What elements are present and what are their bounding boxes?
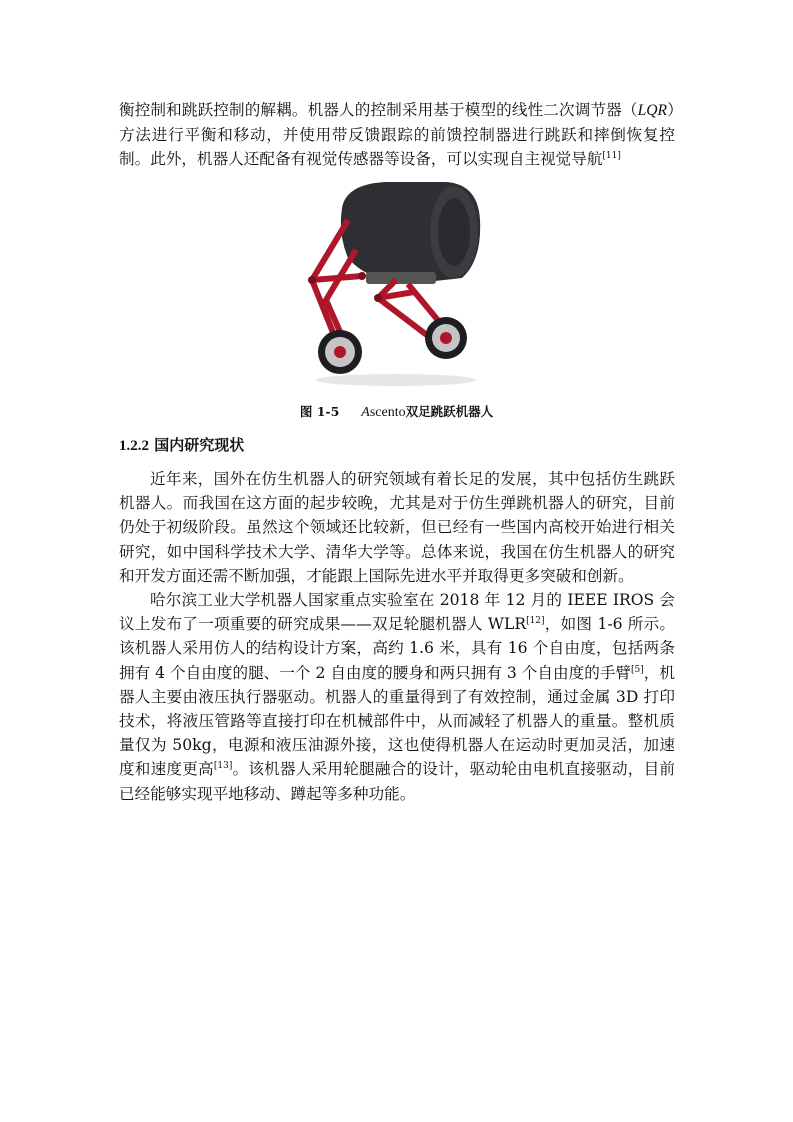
section-number: 1.2.2 xyxy=(119,438,149,454)
figure-name-cn: 双足跳跃机器人 xyxy=(405,404,494,419)
citation: [12] xyxy=(526,616,545,627)
right-wheel xyxy=(425,317,467,359)
robot-figure xyxy=(296,180,496,395)
term-lqr: LQR xyxy=(637,102,668,119)
paragraph-wlr xyxy=(119,588,675,806)
figure-name-italic: A xyxy=(361,405,370,420)
text-run: ，机器人主要由液压执行器驱动。机器人的重量得到了有效控制，通过金属 3D 打印技术，将液压管路等直接打印在机械部件中，从而减轻了机器人的重量。整机质量仅为 50kg，电源和液压油源外接，这也使得机器人在运动时更加灵活，加速度和速度更高 xyxy=(119,663,675,779)
section-title: 国内研究现状 xyxy=(154,436,245,454)
citation: [13] xyxy=(213,761,233,772)
robot-body xyxy=(341,182,480,284)
citation: [11] xyxy=(602,151,621,162)
citation: [5] xyxy=(631,664,644,675)
text-run: ）方法进行平衡和移动，并使用带反馈跟踪的前馈控制器进行跳跃和摔倒恢复控制。此外，机器人还配备有视觉传感器等设备，可以实现自主视觉导航 xyxy=(119,101,675,169)
left-wheel xyxy=(318,330,362,374)
text-run: 衡控制和跳跃控制的解耦。机器人的控制采用基于模型的线性二次调节器（ xyxy=(119,101,638,119)
text-run: 。该机器人采用轮腿融合的设计，驱动轮由电机直接驱动，目前已经能够实现平地移动、蹲起等多种功能。 xyxy=(119,760,675,803)
figure-name-rest: scento xyxy=(369,405,406,420)
figure-number: 图 1-5 xyxy=(299,404,340,419)
paragraph-intro xyxy=(119,98,675,172)
figure-caption xyxy=(0,402,793,421)
text-run: 哈尔滨工业大学机器人国家重点实验室在 2018 年 12 月的 IEEE IROS 会议上发布了一项重要的研究成果——双足轮腿机器人 WLR xyxy=(119,591,675,634)
text-run: ，如图 1-6 所示。该机器人采用仿人的结构设计方案，高约 1.6 米，具有 16 个自由度，包括两条拥有 4 个自由度的腿、一个 2 自由度的腰身和两只拥有 3 个自由度的手臂 xyxy=(119,615,675,682)
section-heading xyxy=(119,434,244,455)
figure-name xyxy=(361,405,405,420)
paragraph-domestic: 近年来，国外在仿生机器人的研究领域有着长足的发展，其中包括仿生跳跃机器人。而我国在这方面的起步较晚，尤其是对于仿生弹跳机器人的研究，目前仍处于初级阶段。虽然这个领域还比较新，但已经有一些国内高校开始进行相关研究，如中国科学技术大学、清华大学等。总体来说，我国在仿生机器人的研究和开发方面还需不断加强，才能跟上国际先进水平并取得更多突破和创新。 xyxy=(119,470,675,585)
